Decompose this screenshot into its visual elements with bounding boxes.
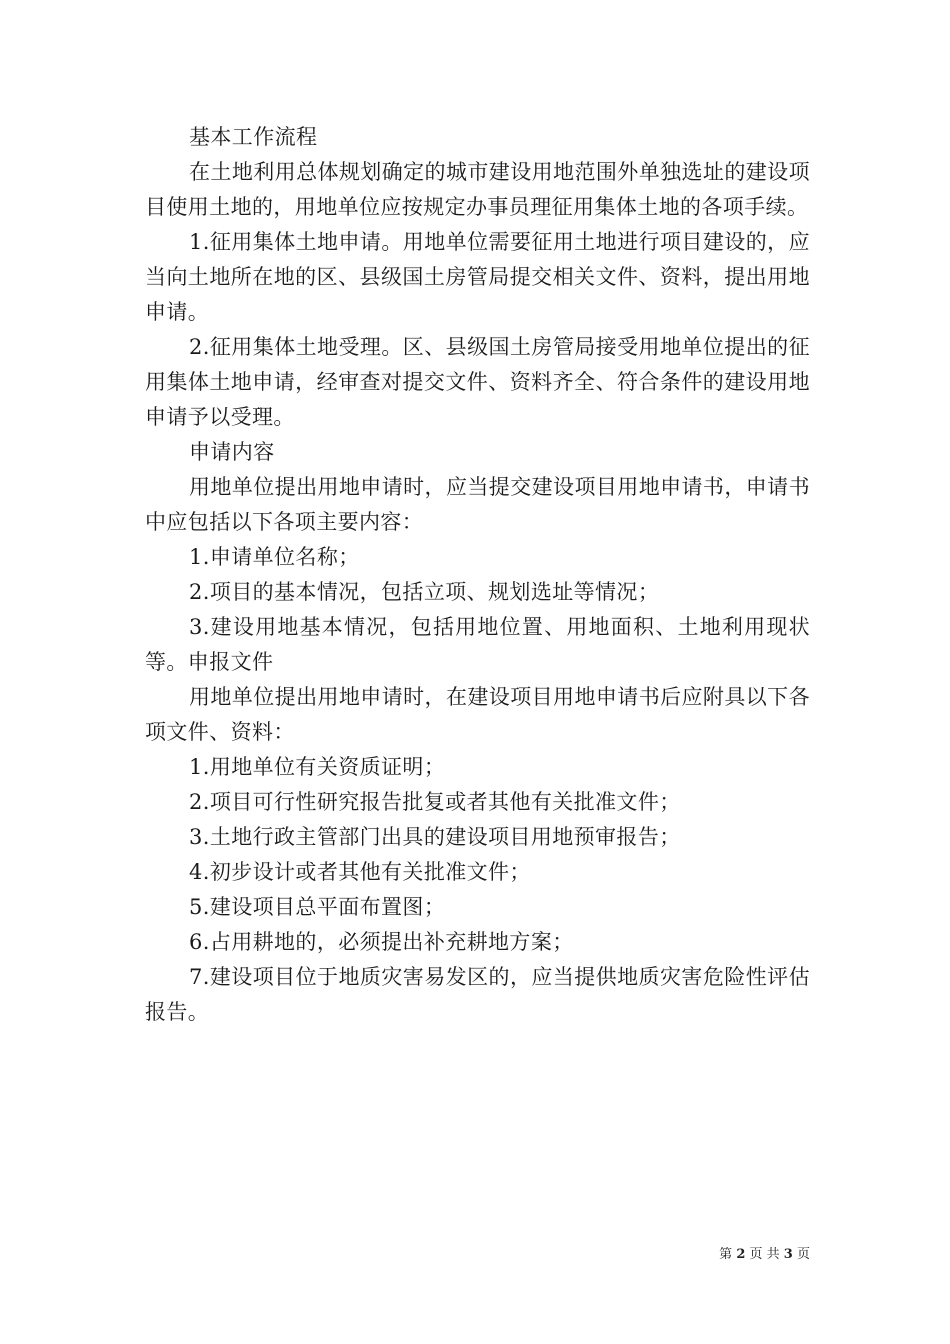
paragraph-files-intro: 用地单位提出用地申请时，在建设项目用地申请书后应附具以下各项文件、资料： — [145, 685, 810, 744]
list-item-content-2: 2.项目的基本情况，包括立项、规划选址等情况； — [189, 580, 660, 604]
paragraph-step-1: 1.征用集体土地申请。用地单位需要征用土地进行项目建设的，应当向土地所在地的区、县级国土房管局提交相关文件、资料，提出用地申请。 — [145, 230, 810, 324]
list-item-file-3: 3.土地行政主管部门出具的建设项目用地预审报告； — [189, 825, 681, 849]
footer-suffix: 页 — [796, 1247, 810, 1262]
list-item-file-6: 6.占用耕地的，必须提出补充耕地方案； — [189, 930, 574, 954]
heading-application-content: 申请内容 — [189, 440, 275, 464]
list-item-file-1: 1.用地单位有关资质证明； — [189, 755, 446, 779]
footer-current-page: 2 — [736, 1247, 746, 1262]
list-item-file-4: 4.初步设计或者其他有关批准文件； — [189, 860, 531, 884]
paragraph-step-2: 2.征用集体土地受理。区、县级国土房管局接受用地单位提出的征用集体土地申请，经审查对提交文件、资料齐全、符合条件的建设用地申请予以受理。 — [145, 335, 810, 429]
footer-total-pages: 3 — [783, 1247, 793, 1262]
list-item-file-5: 5.建设项目总平面布置图； — [189, 895, 446, 919]
page-number-footer — [700, 1246, 810, 1264]
list-item-content-3: 3.建设用地基本情况，包括用地位置、用地面积、土地利用现状等。申报文件 — [145, 615, 810, 674]
footer-middle: 页 共 — [749, 1247, 780, 1262]
paragraph-application-intro: 用地单位提出用地申请时，应当提交建设项目用地申请书，申请书中应包括以下各项主要内容： — [145, 475, 810, 534]
heading-basic-workflow: 基本工作流程 — [189, 125, 318, 149]
list-item-file-7: 7.建设项目位于地质灾害易发区的，应当提供地质灾害危险性评估报告。 — [145, 965, 810, 1024]
list-item-content-1: 1.申请单位名称； — [189, 545, 360, 569]
document-body — [145, 120, 810, 1030]
footer-prefix: 第 — [719, 1247, 733, 1262]
paragraph-intro: 在土地利用总体规划确定的城市建设用地范围外单独选址的建设项目使用土地的，用地单位应按规定办事员理征用集体土地的各项手续。 — [145, 160, 810, 219]
list-item-file-2: 2.项目可行性研究报告批复或者其他有关批准文件； — [189, 790, 681, 814]
